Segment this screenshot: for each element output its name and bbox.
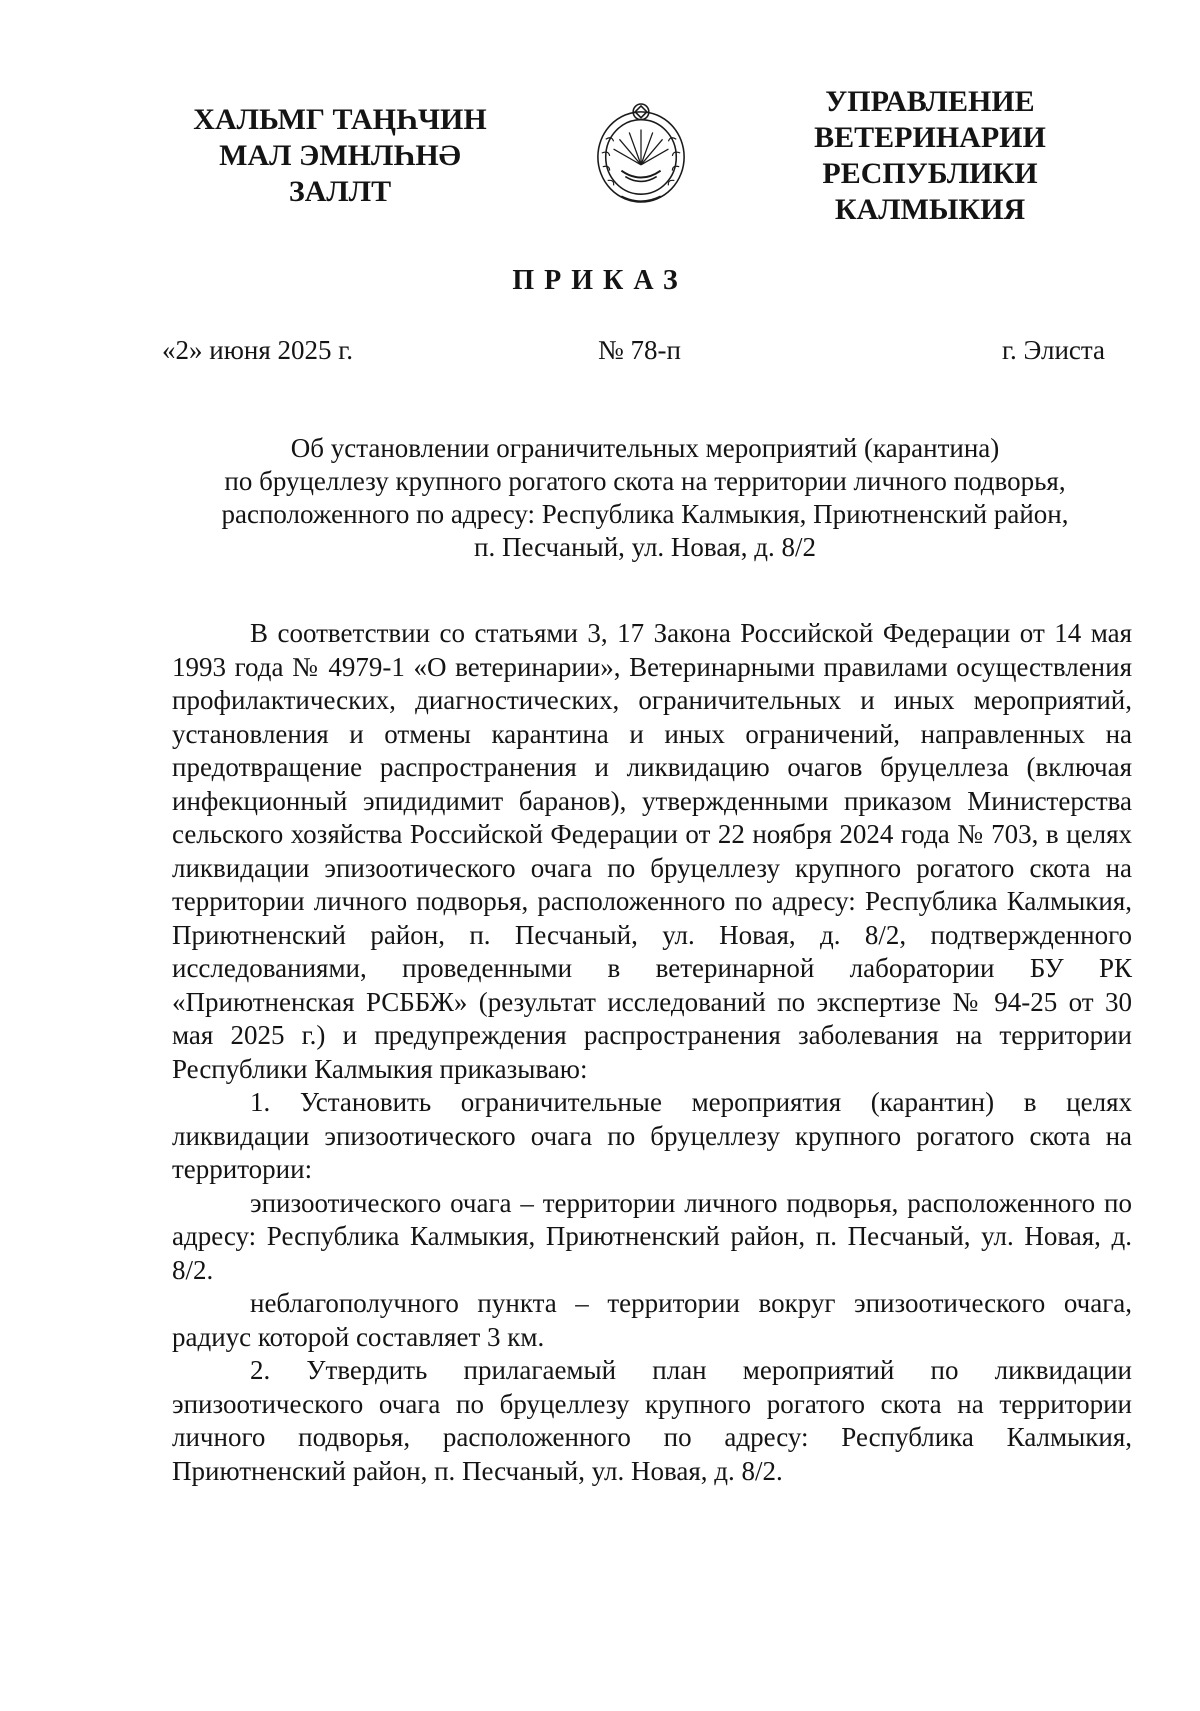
- document-date: «2» июня 2025 г.: [162, 335, 354, 365]
- header-right-line: РЕСПУБЛИКИ: [822, 157, 1038, 190]
- document-title: ПРИКАЗ: [512, 265, 688, 296]
- body-paragraph-unsafe-area: неблагополучного пункта – территории вокруг эпизоотического очага, радиус которой составляет 3 км.: [172, 1288, 1132, 1352]
- subject-line: Об установлении ограничительных мероприятий (карантина): [290, 433, 1000, 463]
- body-paragraph-item-1: 1. Установить ограничительные мероприятия (карантин) в целях ликвидации эпизоотического очага по бруцеллезу крупного рогатого скота на территории:: [172, 1087, 1132, 1184]
- body-paragraph-preamble: В соответствии со статьями 3, 17 Закона Российской Федерации от 14 мая 1993 года № 4979-1 «О ветеринарии», Ветеринарными правилами осуществления профилактических, диагностических, ограничительных и иных мероприятий, установления и отмены карантина и иных ограничений, направленных на предотвращение распространения и ликвидацию очагов бруцеллеза (включая инфекционный эпидидимит баранов), утвержденными приказом Министерства сельского хозяйства Российской Федерации от 22 ноября 2024 года № 703, в целях ликвидации эпизоотического очага по бруцеллезу крупного рогатого скота на территории личного подворья, расположенного по адресу: Республика Калмыкия, Приютненский район, п. Песчаный, ул. Новая, д. 8/2, подтвержденного исследованиями, проведенными в ветеринарной лаборатории БУ РК «Приютненская РСББЖ» (результат исследований по экспертизе № 94-25 от 30 мая 2025 г.) и предупреждения распространения заболевания на территории Республики Калмыкия приказываю:: [172, 618, 1132, 1084]
- header-left-line: ЗАЛЛТ: [288, 175, 392, 208]
- document-city: г. Элиста: [1002, 335, 1106, 365]
- body-paragraph-item-2: 2. Утвердить прилагаемый план мероприятий по ликвидации эпизоотического очага по бруцеллезу крупного рогатого скота на территории личного подворья, расположенного по адресу: Республика Калмыкия, Приютненский район, п. Песчаный, ул. Новая, д. 8/2.: [172, 1355, 1132, 1486]
- header-veterinary-department: [800, 84, 1060, 228]
- subject-line: по бруцеллезу крупного рогатого скота на территории личного подворья,: [224, 466, 1066, 496]
- header-right-line: УПРАВЛЕНИЕ: [825, 85, 1035, 118]
- document-subject: [160, 432, 1130, 564]
- kalmykia-coat-of-arms-icon: [592, 100, 690, 208]
- header-left-line: МАЛ ЭМНЛҺНӘ: [219, 139, 461, 172]
- subject-line: п. Песчаный, ул. Новая, д. 8/2: [474, 532, 816, 562]
- document-number: № 78-п: [598, 335, 681, 365]
- header-right-line: КАЛМЫКИЯ: [834, 193, 1026, 226]
- header-kalmyk-authority: [170, 102, 510, 210]
- document-body: [172, 617, 1132, 1488]
- header-right-line: ВЕТЕРИНАРИИ: [814, 121, 1046, 154]
- header-left-line: ХАЛЬМГ ТАҢҺЧИН: [193, 103, 487, 136]
- subject-line: расположенного по адресу: Республика Калмыкия, Приютненский район,: [221, 499, 1069, 529]
- body-paragraph-focus: эпизоотического очага – территории личного подворья, расположенного по адресу: Республика Калмыкия, Приютненский район, п. Песчаный, ул. Новая, д. 8/2.: [172, 1187, 1132, 1285]
